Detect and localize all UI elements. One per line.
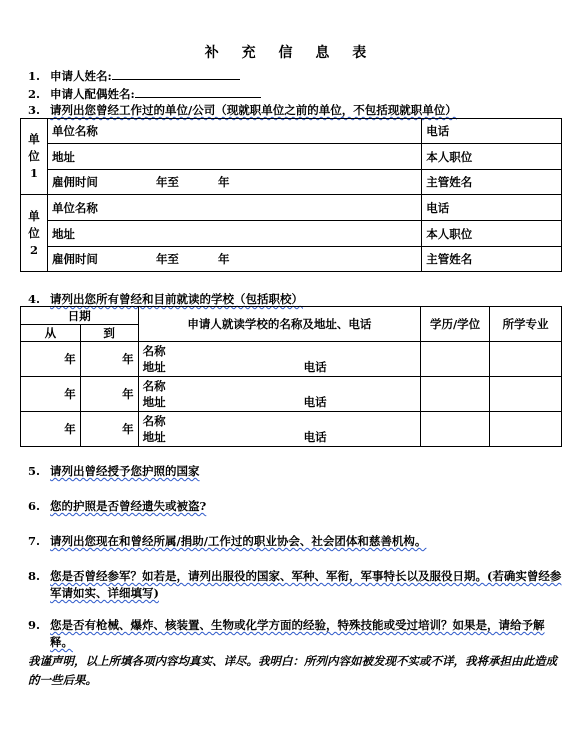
date-header: 日期 [21, 307, 139, 325]
major-header: 所学专业 [490, 307, 562, 342]
q3-line [28, 102, 457, 118]
unit2-phone-cell[interactable]: 电话 [422, 195, 562, 221]
school2-info-cell[interactable]: 名称 地址 电话 [138, 377, 421, 412]
q7-label: 请列出您现在和曾经所属/捐助/工作过的职业协会、社会团体和慈善机构。 [50, 534, 427, 548]
to-header: 到 [80, 325, 138, 342]
school3-to-cell[interactable]: 年 [80, 412, 138, 447]
school2-major-cell[interactable] [490, 377, 562, 412]
q8-number: 8. [28, 569, 41, 583]
unit2-employment-cell[interactable]: 雇佣时间 年至 年 [47, 247, 421, 272]
school-table [20, 306, 562, 447]
applicant-name-field[interactable] [112, 68, 240, 80]
school1-major-cell[interactable] [490, 342, 562, 377]
work-history-table [20, 118, 562, 272]
q1-number: 1. [28, 69, 41, 83]
unit1-name-cell[interactable]: 单位名称 [47, 119, 421, 144]
school-info-header: 申请人就读学校的名称及地址、电话 [138, 307, 421, 342]
unit2-supervisor-cell[interactable]: 主管姓名 [422, 247, 562, 272]
declaration-text: 我谨声明，以上所填各项内容均真实、详尽。我明白：所列内容如被发现不实或不详，我将承担由此造成的一些后果。 [28, 654, 557, 687]
unit2-label: 单 位 2 [21, 195, 48, 272]
q9-line [28, 617, 563, 651]
unit2-name-cell[interactable]: 单位名称 [47, 195, 421, 221]
school1-info-cell[interactable]: 名称 地址 电话 [138, 342, 421, 377]
school1-degree-cell[interactable] [421, 342, 490, 377]
unit1-position-cell[interactable]: 本人职位 [422, 144, 562, 170]
q5-label: 请列出曾经授予您护照的国家 [50, 464, 200, 478]
applicant-name-line [28, 68, 240, 84]
q2-number: 2. [28, 87, 41, 101]
school2-to-cell[interactable]: 年 [80, 377, 138, 412]
unit1-address-cell[interactable]: 地址 [47, 144, 421, 170]
q4-label: 请列出您所有曾经和目前就读的学校（包括职校） [50, 292, 303, 306]
degree-header: 学历/学位 [421, 307, 490, 342]
q6-line [28, 498, 563, 515]
q3-label: 请列出您曾经工作过的单位/公司（现就职单位之前的单位，不包括现就职单位） [50, 103, 457, 117]
q3-number: 3. [28, 103, 41, 117]
spouse-name-label: 申请人配偶姓名: [50, 87, 135, 101]
q9-label: 您是否有枪械、爆炸、核装置、生物或化学方面的经验，特殊技能或受过培训？如果是，请给予解释。 [50, 618, 545, 649]
q7-number: 7. [28, 534, 41, 548]
school3-major-cell[interactable] [490, 412, 562, 447]
q9-number: 9. [28, 618, 41, 632]
school3-from-cell[interactable]: 年 [21, 412, 81, 447]
school3-info-cell[interactable]: 名称 地址 电话 [138, 412, 421, 447]
unit2-address-cell[interactable]: 地址 [47, 221, 421, 247]
school2-degree-cell[interactable] [421, 377, 490, 412]
form-title: 补 充 信 息 表 [204, 45, 376, 61]
q6-label: 您的护照是否曾经遗失或被盗? [50, 499, 207, 513]
school1-from-cell[interactable]: 年 [21, 342, 81, 377]
from-header: 从 [21, 325, 81, 342]
unit1-label: 单 位 1 [21, 119, 48, 195]
q7-line [28, 533, 563, 550]
q8-label: 您是否曾经参军？如若是，请列出服役的国家、军种、军衔，军事特长以及服役日期。(若确实曾经参军请如实、详细填写) [50, 569, 562, 600]
school3-degree-cell[interactable] [421, 412, 490, 447]
q4-number: 4. [28, 292, 41, 306]
q5-number: 5. [28, 464, 41, 478]
unit2-position-cell[interactable]: 本人职位 [422, 221, 562, 247]
spouse-name-field[interactable] [135, 86, 261, 98]
school1-to-cell[interactable]: 年 [80, 342, 138, 377]
q5-line [28, 463, 563, 480]
applicant-name-label: 申请人姓名: [50, 69, 112, 83]
school2-from-cell[interactable]: 年 [21, 377, 81, 412]
unit1-supervisor-cell[interactable]: 主管姓名 [422, 170, 562, 195]
unit1-employment-cell[interactable]: 雇佣时间 年至 年 [47, 170, 421, 195]
spouse-name-line [28, 86, 261, 102]
q4-line [28, 291, 303, 307]
q8-line [28, 568, 563, 602]
unit1-phone-cell[interactable]: 电话 [422, 119, 562, 144]
q6-number: 6. [28, 499, 41, 513]
